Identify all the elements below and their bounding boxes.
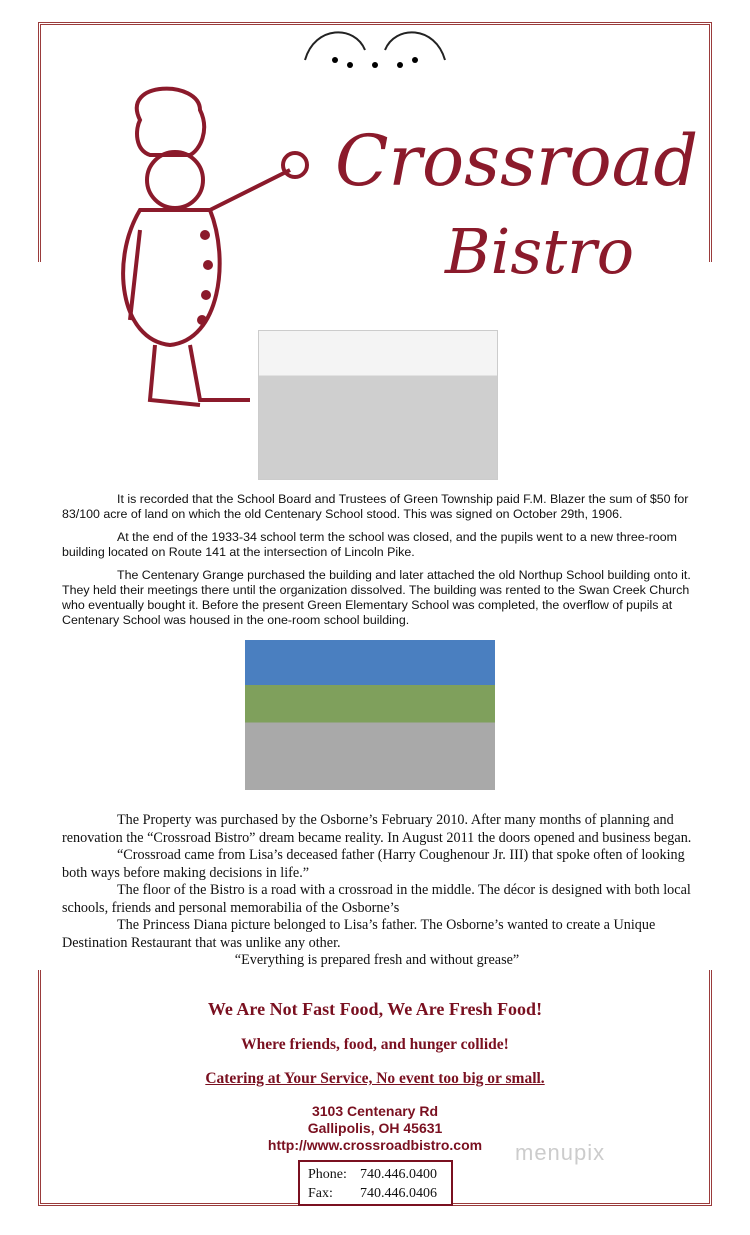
logo-line-1: Crossroad xyxy=(335,120,699,202)
catering-slogan: Catering at Your Service, No event too big or small. xyxy=(205,1070,545,1087)
watermark: menupix xyxy=(515,1140,606,1165)
story-paragraph: The Princess Diana picture belonged to Lisa’s father. The Osborne’s wanted to create a Unique Destination Restaurant that was unlike any other. xyxy=(62,917,656,951)
fax-number: 740.446.0406 xyxy=(360,1186,437,1201)
story-paragraph: The floor of the Bistro is a road with a crossroad in the middle. The décor is designed with both local schools, friends and personal memorabilia of the Osborne’s xyxy=(62,882,691,916)
phone-label: Phone: xyxy=(308,1167,347,1182)
story-paragraph: The Property was purchased by the Osborne’s February 2010. After many months of planning and renovation the “Crossroad Bistro” dream became reality. In August 2011 the doors opened and business began. xyxy=(62,812,692,846)
history-paragraph: It is recorded that the School Board and Trustees of Green Township paid F.M. Blazer the sum of $50 for 83/100 acre of land on which the old Centenary School stood. This was signed on October 29th, 1906. xyxy=(62,492,689,521)
story-text xyxy=(62,812,692,970)
quote: “Everything is prepared fresh and without grease” xyxy=(234,952,520,968)
contact-box xyxy=(298,1160,453,1206)
history-text xyxy=(62,492,692,636)
phone-number: 740.446.0400 xyxy=(360,1167,437,1182)
ornament-icon xyxy=(295,20,455,80)
website-link[interactable]: http://www.crossroadbistro.com xyxy=(267,1137,483,1153)
bistro-building-photo xyxy=(245,640,495,790)
old-school-photo xyxy=(258,330,498,480)
slogan-friends: Where friends, food, and hunger collide! xyxy=(241,1036,509,1053)
address-block xyxy=(0,1103,750,1154)
fax-label: Fax: xyxy=(308,1186,333,1201)
street-address: 3103 Centenary Rd xyxy=(311,1103,439,1119)
history-paragraph: The Centenary Grange purchased the building and later attached the old Northup School building onto it. They held their meetings there until the organization dissolved. The building was rented to the Swan Creek Church who eventually bought it. Before the present Green Elementary School was completed, the overflow of pupils at Centenary School was housed in the one-room school building. xyxy=(62,568,691,627)
slogan-fresh-food: We Are Not Fast Food, We Are Fresh Food! xyxy=(207,999,543,1019)
history-paragraph: At the end of the 1933-34 school term the school was closed, and the pupils went to a new three-room building located on Route 141 at the intersection of Lincoln Pike. xyxy=(62,530,677,559)
story-paragraph: “Crossroad came from Lisa’s deceased father (Harry Coughenour Jr. III) that spoke often of looking both ways before making decisions in life.” xyxy=(62,847,685,881)
city-address: Gallipolis, OH 45631 xyxy=(307,1120,443,1136)
logo-line-2: Bistro xyxy=(445,215,635,288)
